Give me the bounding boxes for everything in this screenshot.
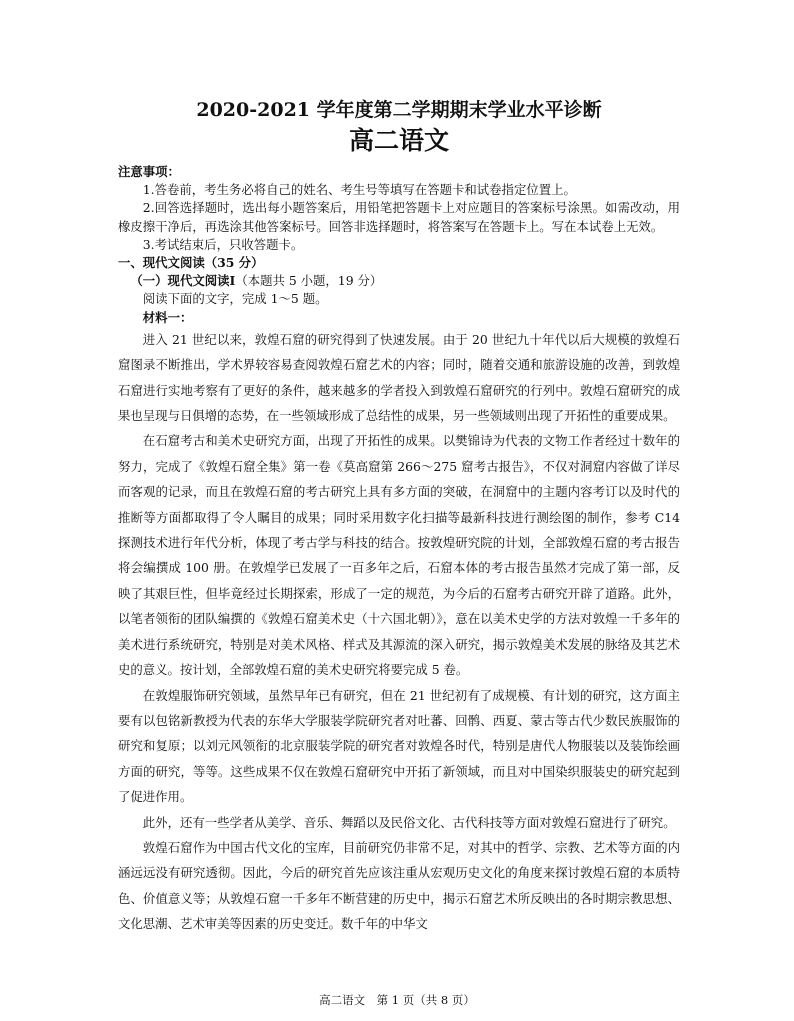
notice-item-1: 1.答卷前，考生务必将自己的姓名、考生号等填写在答题卡和试卷指定位置上。 [142,182,576,198]
paragraph-4: 此外，还有一些学者从美学、音乐、舞蹈以及民俗文化、古代科技等方面对敦煌石窟进行了研究。 [142,814,676,830]
page-content [118,97,680,937]
notice-label: 注意事项： [118,164,180,179]
paragraph-3: 在敦煌服饰研究领域，虽然早年已有研究，但在 21 世纪初有了成规模、有计划的研究，这方面主要有以包铭新教授为代表的东华大学服装学院研究者对吐蕃、回鹘、西夏、蒙古等古代少数民族服饰的研究和复原；以刘元风领衔的北京服装学院的研究者对敦煌各时代，特别是唐代人物服装以及装饰绘画方面的研究，等等。这些成果不仅在敦煌石窟研究中开拓了新领域，而且对中国染织服装史的研究起到了促进作用。 [118,687,680,805]
sub-section-title: （一）现代文阅读Ⅰ [130,273,236,289]
subject-title: 高二语文 [348,126,449,155]
material-label: 材料一： [142,309,193,325]
notice-item-2: 2.回答选择题时，选出每小题答案后，用铅笔把答题卡上对应题目的答案标号涂黑。如需改动，用橡皮擦干净后，再选涂其他答案标号。回答非选择题时，将答案写在答题卡上。写在本试卷上无效。 [118,200,680,234]
paragraph-2: 在石窟考古和美术史研究方面，出现了开拓性的成果。以樊锦诗为代表的文物工作者经过十数年的努力，完成了《敦煌石窟全集》第一卷《莫高窟第 266～275 窟考古报告》，不仅对洞窟内容做了详尽而客观的记录，而且在敦煌石窟的考古研究上具有多方面的突破，在洞窟中的主题内容考订以及时代的推断等方面都取得了令人瞩目的成果；同时采用数字化扫描等最新科技进行测绘图的制作，参考 C14 探测技术进行年代分析，体现了考古学与科技的结合。按敦煌研究院的计划，全部敦煌石窟的考古报告将会编撰成 100 册。在敦煌学已发展了一百多年之后，石窟本体的考古报告虽然才完成了第一部，反映了其艰巨性，但毕竟经过长期探索，形成了一定的规范，为今后的石窟考古研究开辟了道路。此外，以笔者领衔的团队编撰的《敦煌石窟美术史（十六国北朝）》，意在以美术史学的方法对敦煌一千多年的美术进行系统研究，特别是对美术风格、样式及其源流的深入研究，揭示敦煌美术发展的脉络及其艺术史的意义。按计划，全部敦煌石窟的美术史研究将要完成 5 卷。 [118,433,680,678]
exam-title: 2020-2021 学年度第二学期期末学业水平诊断 [196,99,602,121]
section-title: 一、现代文阅读（35 分） [118,255,264,271]
sub-section-note: （本题共 5 小题，19 分） [235,273,383,289]
page-footer: 高二语文 第 1 页（共 8 页） [319,993,475,1007]
paragraph-1: 进入 21 世纪以来，敦煌石窟的研究得到了快速发展。由于 20 世纪九十年代以后大规模的敦煌石窟图录不断推出，学术界较容易查阅敦煌石窟艺术的内容；同时，随着交通和旅游设施的改善，到敦煌石窟进行实地考察有了更好的条件，越来越多的学者投入到敦煌石窟研究的行列中。敦煌石窟研究的成果也呈现与日俱增的态势，在一些领域形成了总结性的成果，另一些领域则出现了开拓性的重要成果。 [118,331,680,424]
reading-instruction: 阅读下面的文字，完成 1～5 题。 [142,291,328,307]
sub-section-heading [118,272,680,290]
paragraph-5: 敦煌石窟作为中国古代文化的宝库，目前研究仍非常不足，对其中的哲学、宗教、艺术等方面的内涵远远没有研究透彻。因此，今后的研究首先应该注重从宏观历史文化的角度来探讨敦煌石窟的本质特色、价值意义等；从敦煌石窟一千多年不断营建的历史中，揭示石窟艺术所反映出的各时期宗教思想、文化思潮、艺术审美等因素的历史变迁。数千年的中华文 [118,839,680,932]
notice-item-3: 3.考试结束后，只收答题卡。 [142,236,304,252]
